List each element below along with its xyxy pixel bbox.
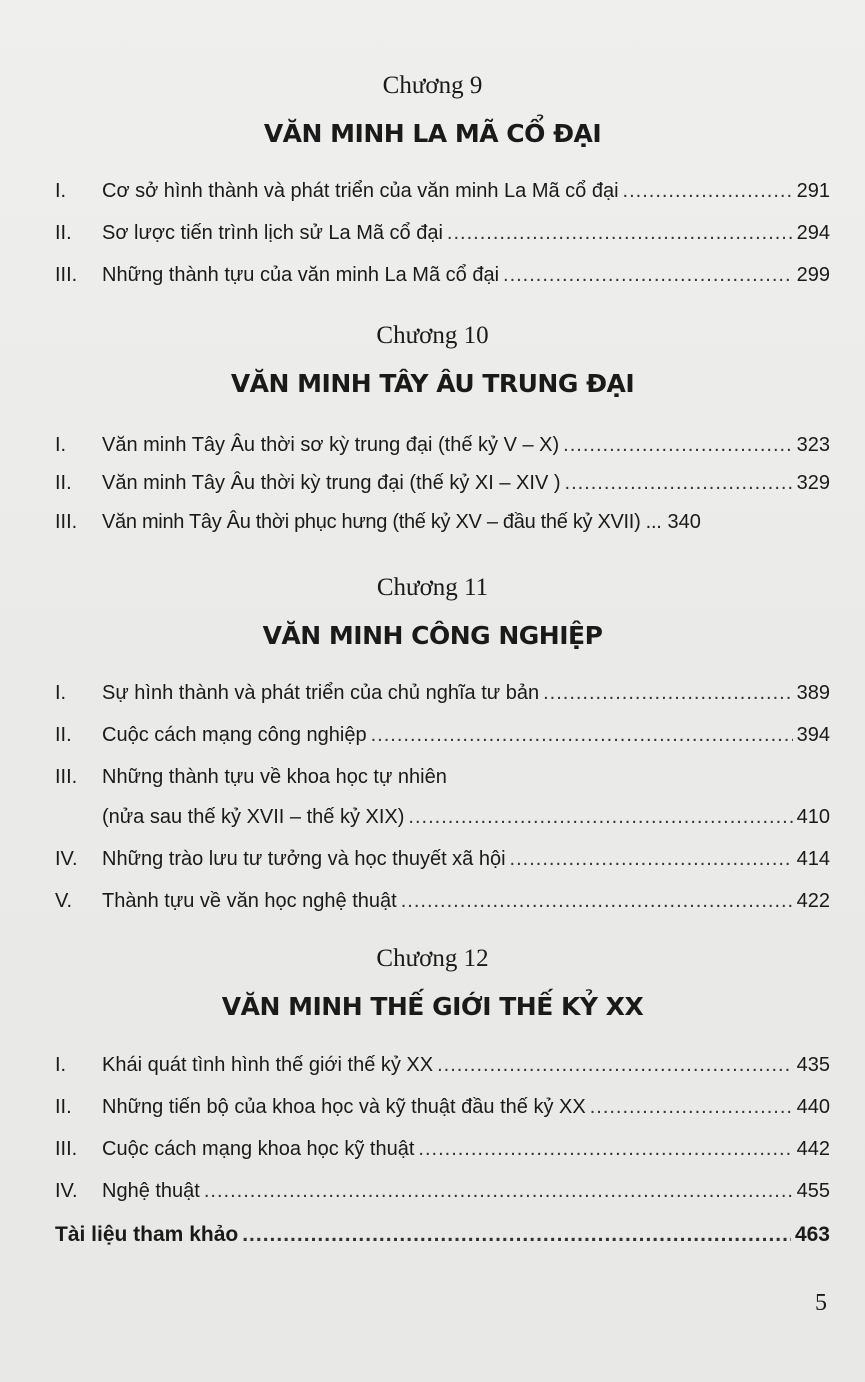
toc-entry-page: 394 xyxy=(796,724,830,746)
toc-entry-numeral: I. xyxy=(55,434,67,456)
toc-entry-page: 442 xyxy=(796,1138,830,1160)
toc-entry[interactable] xyxy=(55,458,830,496)
toc-entry-numeral: III. xyxy=(55,511,78,533)
toc-entry-numeral: I. xyxy=(55,180,67,202)
dot-leader xyxy=(242,1222,791,1248)
dot-leader xyxy=(401,888,793,914)
toc-entry-title: Cơ sở hình thành và phát triển của văn minh La Mã cổ đại xyxy=(102,180,619,202)
toc-entry[interactable] xyxy=(55,497,830,535)
toc-entry-title: Cuộc cách mạng khoa học kỹ thuật xyxy=(102,1138,415,1160)
toc-entry[interactable] xyxy=(55,250,830,288)
toc-entry-numeral: V. xyxy=(55,890,73,912)
chapter-number: Chương 9 xyxy=(382,72,483,99)
toc-entry-title: Những tiến bộ của khoa học và kỹ thuật đầu thế kỷ XX xyxy=(102,1096,586,1118)
toc-entry[interactable] xyxy=(55,752,830,790)
references-page: 463 xyxy=(794,1223,830,1246)
chapter-number: Chương 12 xyxy=(376,945,489,972)
toc-entry[interactable] xyxy=(55,710,830,748)
toc-entry[interactable] xyxy=(55,1166,830,1204)
toc-entry[interactable] xyxy=(55,208,830,246)
toc-entry-numeral: II. xyxy=(55,1096,72,1118)
toc-entry-numeral: IV. xyxy=(55,848,78,870)
toc-entry[interactable] xyxy=(55,1040,830,1078)
dot-leader xyxy=(371,722,793,748)
toc-entry-continuation[interactable] xyxy=(55,792,830,830)
toc-entry[interactable] xyxy=(55,420,830,458)
dot-leader xyxy=(418,1136,792,1162)
toc-entry-page: 329 xyxy=(796,472,830,494)
toc-entry-page: 291 xyxy=(796,180,830,202)
toc-entry-page: 435 xyxy=(796,1054,830,1076)
toc-entry-title: Những thành tựu về khoa học tự nhiên xyxy=(102,766,447,788)
toc-entry[interactable] xyxy=(55,668,830,706)
toc-entry-page: 440 xyxy=(796,1096,830,1118)
chapter-number: Chương 10 xyxy=(376,322,489,349)
toc-entry-title: Thành tựu về văn học nghệ thuật xyxy=(102,890,397,912)
toc-entry-title: Văn minh Tây Âu thời kỳ trung đại (thế kỷ XI – XIV ) xyxy=(102,472,561,494)
toc-entry-numeral: I. xyxy=(55,1054,67,1076)
toc-entry[interactable] xyxy=(55,1082,830,1120)
toc-entry-page: 299 xyxy=(796,264,830,286)
toc-entry-title: Cuộc cách mạng công nghiệp xyxy=(102,724,367,746)
dot-leader xyxy=(565,470,793,496)
toc-entry-title: Những thành tựu của văn minh La Mã cổ đại xyxy=(102,264,500,286)
dot-leader xyxy=(510,846,793,872)
dot-leader xyxy=(563,432,792,458)
toc-entry[interactable] xyxy=(55,1124,830,1162)
chapter-12-heading xyxy=(0,943,865,1027)
toc-entry-numeral: III. xyxy=(55,1138,78,1160)
chapter-title: VĂN MINH THẾ GIỚI THẾ KỶ XX xyxy=(221,992,644,1021)
toc-entry-title: (nửa sau thế kỷ XVII – thế kỷ XIX) xyxy=(102,806,405,828)
chapter-9-heading xyxy=(0,70,865,154)
toc-entry-numeral: III. xyxy=(55,264,78,286)
toc-entry-page: 323 xyxy=(796,434,830,456)
toc-entry-numeral: I. xyxy=(55,682,67,704)
chapter-title: VĂN MINH CÔNG NGHIỆP xyxy=(262,621,603,650)
toc-entry-numeral: II. xyxy=(55,724,72,746)
chapter-10-heading xyxy=(0,320,865,404)
toc-entry-numeral: II. xyxy=(55,472,72,494)
toc-entry-page: 414 xyxy=(796,848,830,870)
toc-entry-numeral: II. xyxy=(55,222,72,244)
toc-entry[interactable] xyxy=(55,876,830,914)
toc-entry-title: Sự hình thành và phát triển của chủ nghĩa tư bản xyxy=(102,682,540,704)
dot-leader xyxy=(590,1094,793,1120)
chapter-number: Chương 11 xyxy=(376,574,489,601)
chapter-title: VĂN MINH TÂY ÂU TRUNG ĐẠI xyxy=(230,369,635,398)
toc-entry-page: 422 xyxy=(796,890,830,912)
toc-entry-title: Nghệ thuật xyxy=(102,1180,200,1202)
chapter-11-heading xyxy=(0,572,865,656)
dot-leader xyxy=(503,262,793,288)
toc-entry-references[interactable] xyxy=(55,1210,830,1248)
toc-entry-page: 340 xyxy=(667,511,701,533)
toc-entry-title: Sơ lược tiến trình lịch sử La Mã cổ đại xyxy=(102,222,443,244)
dot-leader xyxy=(437,1052,793,1078)
toc-entry-numeral: III. xyxy=(55,766,78,788)
toc-entry-page: 389 xyxy=(796,682,830,704)
page-number: 5 xyxy=(815,1290,827,1316)
toc-entry[interactable] xyxy=(55,166,830,204)
toc-entry[interactable] xyxy=(55,834,830,872)
dot-leader xyxy=(408,804,792,830)
toc-entry-title: Khái quát tình hình thế giới thế kỷ XX xyxy=(102,1054,434,1076)
references-title: Tài liệu tham khảo xyxy=(55,1223,239,1246)
toc-entry-page: 410 xyxy=(796,806,830,828)
dot-leader xyxy=(204,1178,793,1204)
toc-entry-numeral: IV. xyxy=(55,1180,78,1202)
toc-entry-page: 455 xyxy=(796,1180,830,1202)
toc-entry-page: 294 xyxy=(796,222,830,244)
dot-leader xyxy=(543,680,793,706)
toc-entry-title: Văn minh Tây Âu thời phục hưng (thế kỷ XV – đầu thế kỷ XVII) ... xyxy=(102,511,662,533)
dot-leader xyxy=(447,220,793,246)
toc-entry-title: Văn minh Tây Âu thời sơ kỳ trung đại (thế kỷ V – X) xyxy=(102,434,560,456)
chapter-title: VĂN MINH LA MÃ CỔ ĐẠI xyxy=(263,119,602,148)
dot-leader xyxy=(623,178,793,204)
toc-entry-title: Những trào lưu tư tưởng và học thuyết xã hội xyxy=(102,848,506,870)
